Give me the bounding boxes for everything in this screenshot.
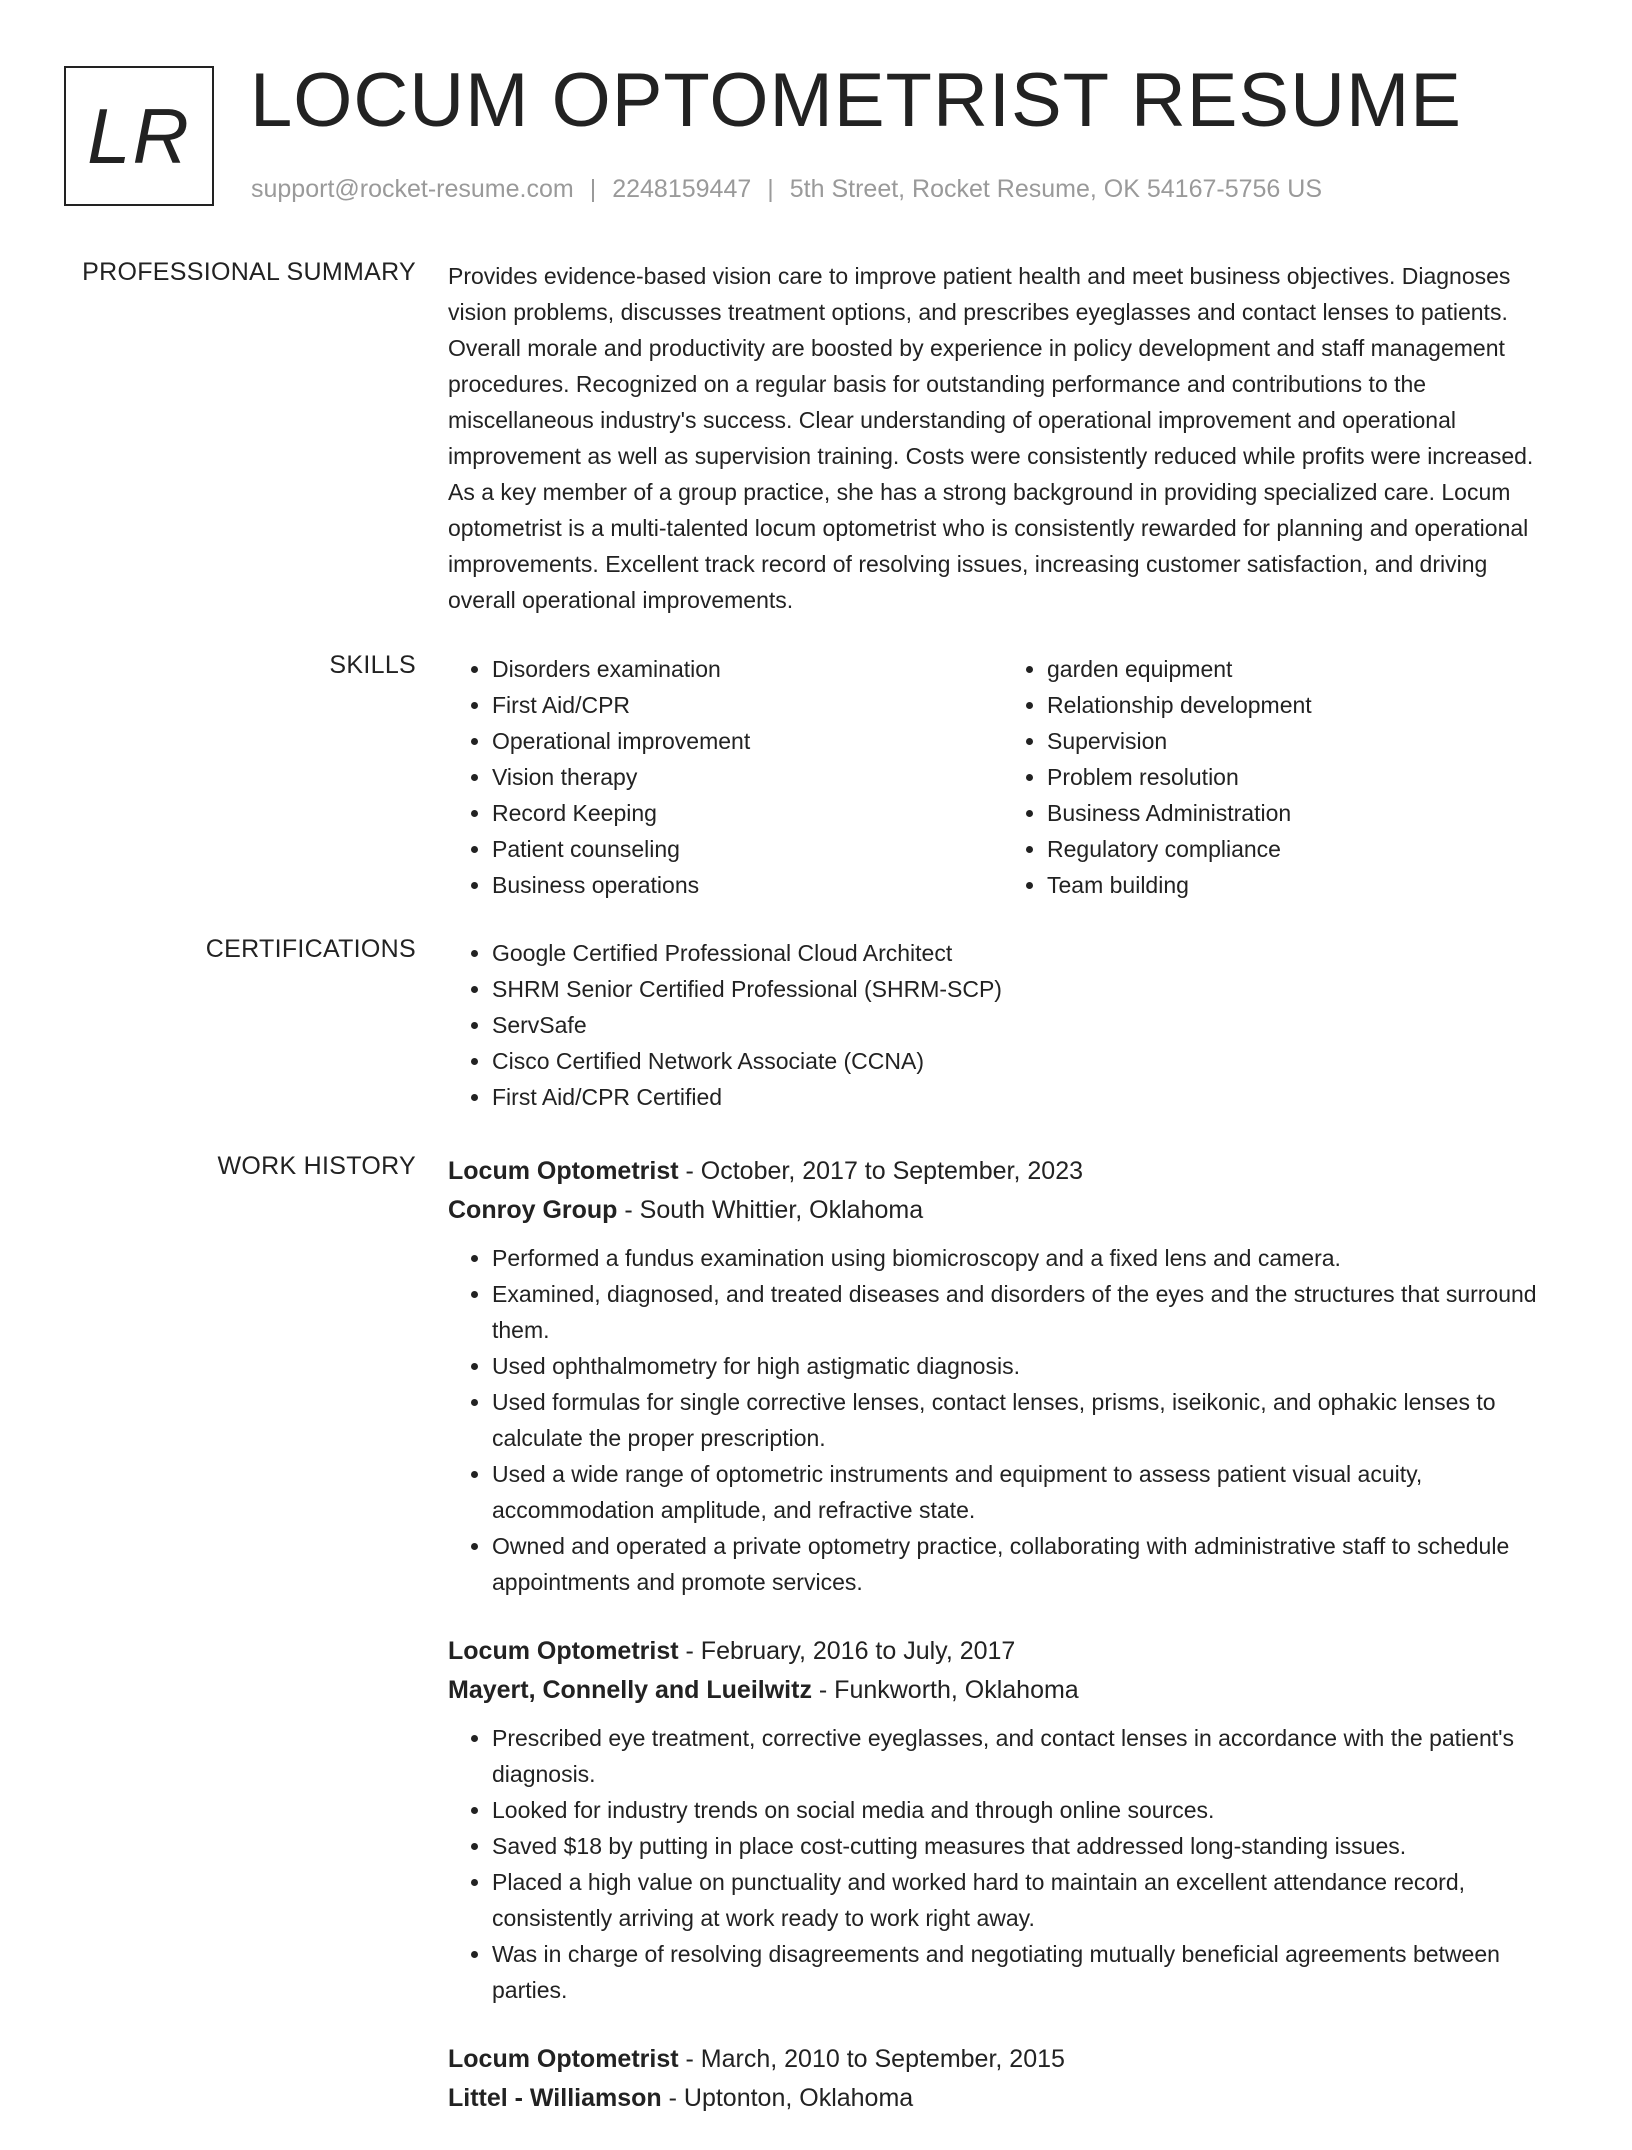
skill-item: • Patient counseling: [492, 831, 1003, 867]
job-company: Mayert, Connelly and Lueilwitz: [448, 1676, 812, 1704]
job-duty: • Performed a fundus examination using biomicroscopy and a fixed lens and camera.: [492, 1240, 1558, 1276]
job-company: Conroy Group: [448, 1196, 618, 1224]
skill-item: • Disorders examination: [492, 651, 1003, 687]
contact-line: [251, 175, 1322, 204]
job-duty: • Placed a high value on punctuality and worked hard to maintain an excellent attendance record, consistently arriving at work ready to work right away.: [492, 1864, 1558, 1936]
job-title: Locum Optometrist: [448, 2045, 679, 2073]
certifications-body: [448, 935, 1558, 1115]
skill-item: • Business operations: [492, 867, 1003, 903]
section-label-work-history: WORK HISTORY: [217, 1152, 416, 1180]
section-label-skills: SKILLS: [329, 651, 416, 679]
job-duty: • Used ophthalmometry for high astigmatic diagnosis.: [492, 1348, 1558, 1384]
job-duty: • Prescribed eye treatment, corrective eyeglasses, and contact lenses in accordance with the patient's diagnosis.: [492, 1720, 1558, 1792]
certification-item: • Google Certified Professional Cloud Architect: [492, 935, 1558, 971]
skill-item: • First Aid/CPR: [492, 687, 1003, 723]
work-history-body: [448, 1152, 1558, 2150]
contact-phone[interactable]: 2248159447: [612, 175, 752, 203]
job-duty: • Owned and operated a private optometry practice, collaborating with administrative staff to schedule appointments and promote services.: [492, 1528, 1558, 1600]
job-title: Locum Optometrist: [448, 1637, 679, 1665]
certification-item: • SHRM Senior Certified Professional (SHRM-SCP): [492, 971, 1558, 1007]
job-dates: - March, 2010 to September, 2015: [678, 2045, 1065, 2073]
job-dates: - October, 2017 to September, 2023: [678, 1157, 1084, 1185]
skills-list-left: [448, 651, 1003, 903]
section-label-summary: PROFESSIONAL SUMMARY: [82, 258, 416, 286]
section-label-certifications: CERTIFICATIONS: [205, 935, 416, 963]
job-duty: • Looked for industry trends on social media and through online sources.: [492, 1792, 1558, 1828]
contact-separator: |: [589, 175, 597, 203]
skill-item: • Problem resolution: [1047, 759, 1558, 795]
resume-title: LOCUM OPTOMETRIST RESUME: [250, 58, 1462, 143]
job-company-line: [448, 2078, 1558, 2118]
skills-body: [448, 651, 1558, 903]
skill-item: • Record Keeping: [492, 795, 1003, 831]
job-company: Littel - Williamson: [448, 2084, 662, 2112]
skill-item: • Business Administration: [1047, 795, 1558, 831]
job-title-line: [448, 2040, 1558, 2078]
job-location: - Uptonton, Oklahoma: [661, 2084, 914, 2112]
summary-text: Provides evidence-based vision care to improve patient health and meet business objectives. Diagnoses vision problems, discusses treatment options, and prescribes eyeglasses and contact lenses to patients. Overall morale and productivity are boosted by experience in policy development and staff management procedures. Recognized on a regular basis for outstanding performance and contributions to the miscellaneous industry's success. Clear understanding of operational improvement and operational improvement as well as supervision training. Costs were consistently reduced while profits were increased. As a key member of a group practice, she has a strong background in providing specialized care. Locum optometrist is a multi-talented locum optometrist who is consistently rewarded for planning and operational improvements. Excellent track record of resolving issues, increasing customer satisfaction, and driving overall operational improvements.: [448, 263, 1534, 613]
job-duty: • Saved $18 by putting in place cost-cutting measures that addressed long-standing issues.: [492, 1828, 1558, 1864]
job-duties-list: [448, 1240, 1558, 1600]
job-company-line: [448, 1670, 1558, 1710]
monogram-logo: LR: [64, 66, 214, 206]
skill-item: • Relationship development: [1047, 687, 1558, 723]
certifications-list: [448, 935, 1558, 1115]
contact-email[interactable]: support@rocket-resume.com: [251, 175, 574, 203]
certification-item: • Cisco Certified Network Associate (CCNA): [492, 1043, 1558, 1079]
certification-item: • First Aid/CPR Certified: [492, 1079, 1558, 1115]
job-duties-list: [448, 1720, 1558, 2008]
job-entry: [448, 2040, 1558, 2118]
job-duty: • Was in charge of resolving disagreements and negotiating mutually beneficial agreements between parties.: [492, 1936, 1558, 2008]
skill-item: • Regulatory compliance: [1047, 831, 1558, 867]
contact-separator: |: [767, 175, 774, 203]
skill-item: • Operational improvement: [492, 723, 1003, 759]
job-duty: • Used a wide range of optometric instruments and equipment to assess patient visual acuity, accommodation amplitude, and refractive state.: [492, 1456, 1558, 1528]
job-company-line: [448, 1190, 1558, 1230]
job-entry: [448, 1632, 1558, 2008]
summary-body: [448, 258, 1558, 618]
skills-grid: [448, 651, 1558, 903]
skill-item: • Vision therapy: [492, 759, 1003, 795]
skills-list-right: [1003, 651, 1558, 903]
certification-item: • ServSafe: [492, 1007, 1558, 1043]
job-location: - South Whittier, Oklahoma: [617, 1196, 924, 1224]
job-duty: • Used formulas for single corrective lenses, contact lenses, prisms, iseikonic, and ophakic lenses to calculate the proper prescription.: [492, 1384, 1558, 1456]
job-entry: [448, 1152, 1558, 1600]
contact-address: 5th Street, Rocket Resume, OK 54167-5756 US: [789, 175, 1322, 203]
job-title-line: [448, 1152, 1558, 1190]
job-location: - Funkworth, Oklahoma: [811, 1676, 1079, 1704]
skill-item: • Supervision: [1047, 723, 1558, 759]
skill-item: • Team building: [1047, 867, 1558, 903]
job-duty: • Examined, diagnosed, and treated diseases and disorders of the eyes and the structures that surround them.: [492, 1276, 1558, 1348]
job-title-line: [448, 1632, 1558, 1670]
job-title: Locum Optometrist: [448, 1157, 679, 1185]
job-dates: - February, 2016 to July, 2017: [678, 1637, 1016, 1665]
skill-item: • garden equipment: [1047, 651, 1558, 687]
